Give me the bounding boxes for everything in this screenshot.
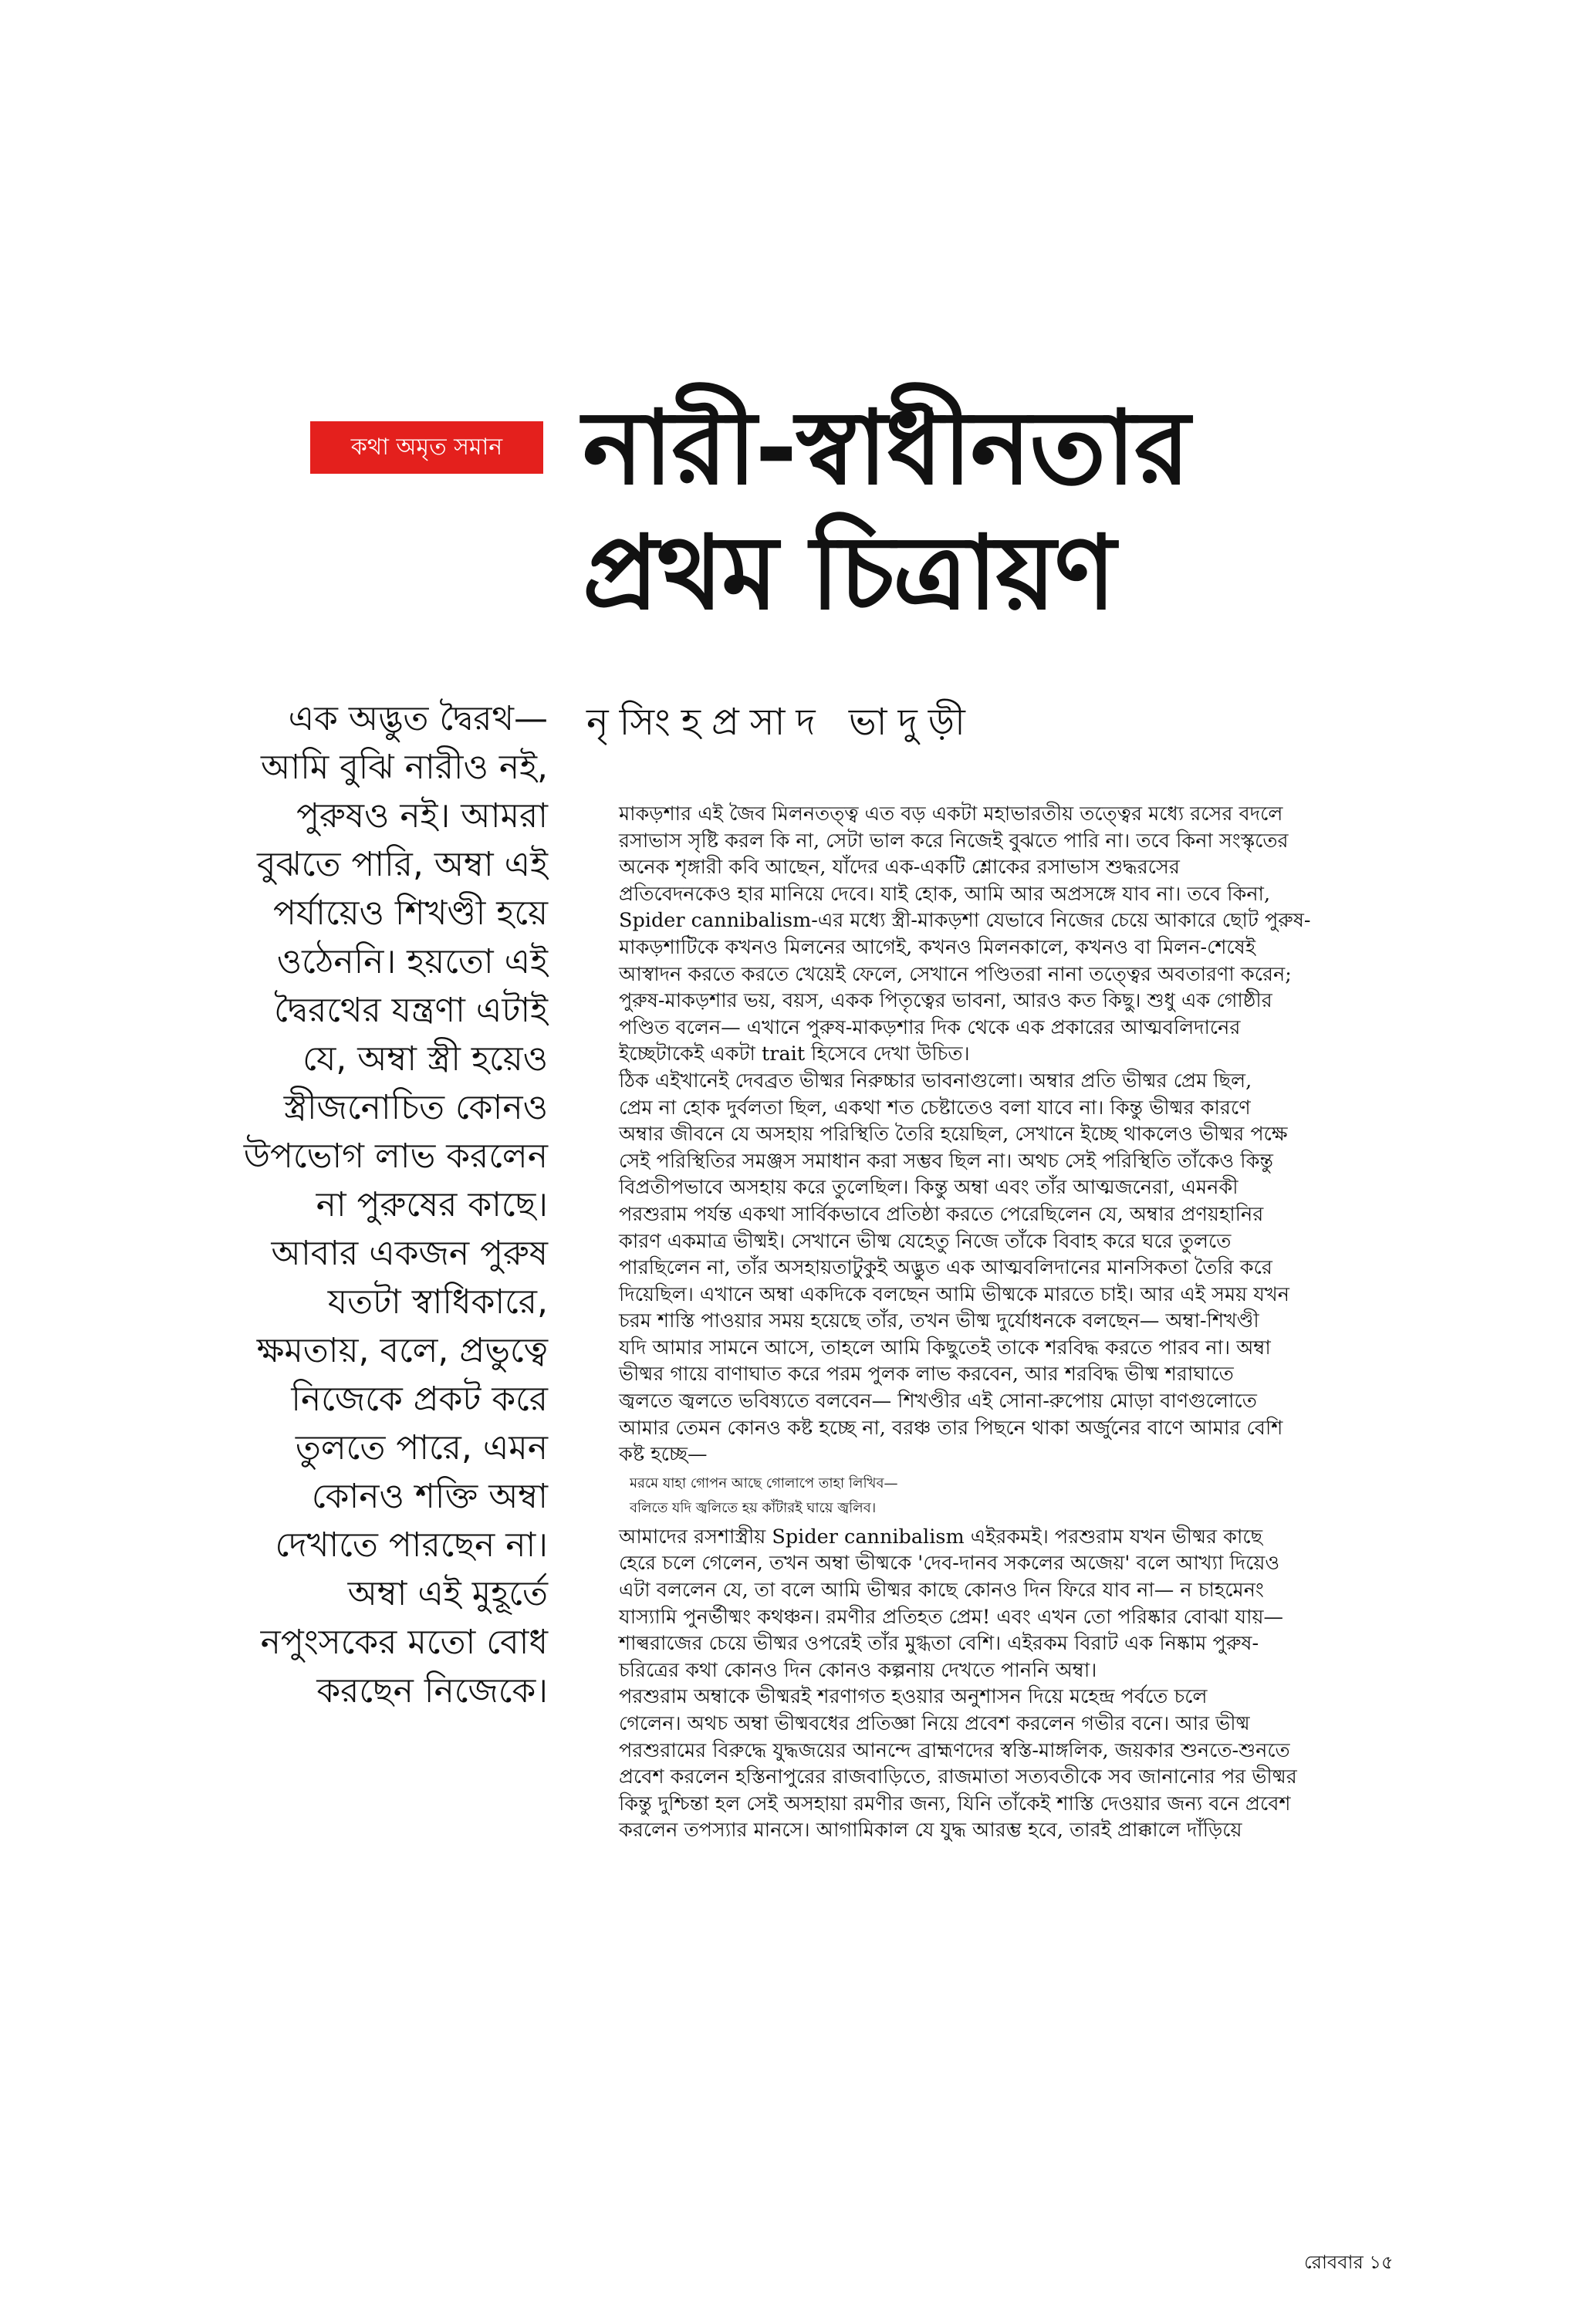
pull-quote-line: আবার একজন পুরুষ: [271, 1234, 548, 1273]
text-line: করলেন তপস্যার মানসে। আগামিকাল যে যুদ্ধ আরম্ভ হবে, তারই প্রাক্কালে দাঁড়িয়ে: [619, 1819, 1242, 1843]
text-line: পারছিলেন না, তাঁর অসহায়তাটুকুই অদ্ভুত এক আত্মবলিদানের মানসিকতা তৈরি করে: [619, 1256, 1272, 1280]
text-line: কারণ একমাত্র ভীষ্মই। সেখানে ভীষ্ম যেহেতু নিজে তাঁকে বিবাহ করে ঘরে তুলতে: [619, 1229, 1232, 1253]
pull-quote-line: বুঝতে পারি, অম্বা এই: [257, 845, 548, 884]
pull-quote-line: এক অদ্ভুত দ্বৈরথ—: [288, 699, 548, 738]
text-line: চরিত্রের কথা কোনও দিন কোনও কল্পনায় দেখতে পাননি অম্বা।: [619, 1658, 1097, 1682]
headline: [583, 386, 1470, 636]
pull-quote-line: আমি বুঝি নারীও নই,: [260, 748, 548, 787]
pull-quote-line: ওঠেননি। হয়তো এই: [276, 942, 548, 981]
poem-line: মরমে যাহা গোপন আছে গোলাপে তাহা লিখিব—: [630, 1474, 898, 1491]
pull-quote-line: যে, অম্বা স্ত্রী হয়েও: [302, 1039, 548, 1079]
pull-quote-line: দ্বৈরথের যন্ত্রণা এটাই: [274, 991, 548, 1030]
text-line: Spider cannibalism-এর মধ্যে স্ত্রী-মাকড়শা যেভাবে নিজের চেয়ে আকারে ছোট পুরুষ-: [619, 909, 1311, 933]
text-line: পরশুরাম পর্যন্ত একথা সার্বিকভাবে প্রতিষ্ঠা করতে পেরেছিলেন যে, অম্বার প্রণয়হানির: [619, 1202, 1264, 1226]
headline-line: প্রথম চিত্রায়ণ: [583, 514, 1115, 633]
text-line: পুরুষ-মাকড়শার ভয়, বয়স, একক পিতৃত্বের ভাবনা, আরও কত কিছু। শুধু এক গোষ্ঠীর: [619, 989, 1272, 1013]
text-line: ভীষ্মর গায়ে বাণাঘাত করে পরম পুলক লাভ করবেন, আর শরবিদ্ধ ভীষ্ম শরাঘাতে: [619, 1363, 1234, 1387]
text-line: পণ্ডিত বলেন— এখানে পুরুষ-মাকড়শার দিক থেকে এক প্রকারের আত্মবলিদানের: [619, 1015, 1241, 1039]
text-line: প্রবেশ করলেন হস্তিনাপুরের রাজবাড়িতে, রাজমাতা সত্যবতীকে সব জানানোর পর ভীষ্মর: [619, 1765, 1297, 1789]
paragraph: [596, 1684, 1466, 1844]
headline-line: নারী-স্বাধীনতার: [583, 389, 1189, 508]
text-line: অম্বার জীবনে যে অসহায় পরিস্থিতি তৈরি হয়েছিল, সেখানে ইচ্ছে থাকলেও ভীষ্মর পক্ষে: [619, 1123, 1288, 1147]
pull-quote-line: নিজেকে প্রকট করে: [291, 1380, 548, 1419]
pull-quote-line: কোনও শক্তি অম্বা: [311, 1477, 548, 1516]
author-byline: নৃসিংহপ্রসাদ ভাদুড়ী: [586, 701, 976, 744]
text-line: শাল্বরাজের চেয়ে ভীষ্মর ওপরেই তাঁর মুগ্ধতা বেশি। এইরকম বিরাট এক নিষ্কাম পুরুষ-: [619, 1632, 1259, 1656]
paragraph: [596, 1068, 1466, 1468]
page-footer: রোববার ১৫: [1304, 2251, 1394, 2273]
text-line: এটা বললেন যে, তা বলে আমি ভীষ্মর কাছে কোনও দিন ফিরে যাব না— ন চাহমেনং: [619, 1579, 1264, 1603]
pull-quote-line: যতটা স্বাধিকারে,: [327, 1282, 548, 1322]
text-line: দিয়েছিল। এখানে অম্বা একদিকে বলছেন আমি ভীষ্মকে মারতে চাই। আর এই সময় যখন: [619, 1282, 1289, 1306]
pull-quote-line: পুরুষও নই। আমরা: [296, 796, 548, 836]
poem-quote: [630, 1471, 1466, 1521]
text-line: সেই পরিস্থিতির সমঞ্জস সমাধান করা সম্ভব ছিল না। অথচ সেই পরিস্থিতি তাঁকেও কিন্তু: [619, 1149, 1274, 1173]
text-line: যদি আমার সামনে আসে, তাহলে আমি কিছুতেই তাকে শরবিদ্ধ করতে পারব না। অম্বা: [619, 1336, 1271, 1360]
paragraph-group: [596, 1524, 1466, 1844]
paragraph: [596, 801, 1466, 1068]
article-body: [596, 801, 1466, 1844]
text-line: কষ্ট হচ্ছে—: [619, 1443, 708, 1467]
text-line: পরশুরাম অম্বাকে ভীষ্মরই শরণাগত হওয়ার অনুশাসন দিয়ে মহেন্দ্র পর্বতে চলে: [619, 1685, 1208, 1709]
text-line: মাকড়শাটিকে কখনও মিলনের আগেই, কখনও মিলনকালে, কখনও বা মিলন-শেষেই: [619, 935, 1256, 959]
pull-quote-line: না পুরুষের কাছে।: [316, 1185, 548, 1224]
text-line: রসাভাস সৃষ্টি করল কি না, সেটা ভাল করে নিজেই বুঝতে পারি না। তবে কিনা সংস্কৃতের: [619, 829, 1289, 853]
text-line: চরম শাস্তি পাওয়ার সময় হয়েছে তাঁর, তখন ভীষ্ম দুর্যোধনকে বলছেন— অম্বা-শিখণ্ডী: [619, 1309, 1259, 1333]
paragraph-group: [596, 801, 1466, 1468]
text-line: হেরে চলে গেলেন, তখন অম্বা ভীষ্মকে 'দেব-দানব সকলের অজেয়' বলে আখ্যা দিয়েও: [619, 1552, 1280, 1576]
text-line: আমাদের রসশাস্ত্রীয় Spider cannibalism এইরকমই। পরশুরাম যখন ভীষ্মর কাছে: [619, 1525, 1263, 1549]
text-line: মাকড়শার এই জৈব মিলনতত্ত্ব এত বড় একটা মহাভারতীয় তত্ত্বের মধ্যে রসের বদলে: [619, 802, 1283, 826]
text-line: প্রেম না হোক দুর্বলতা ছিল, একথা শত চেষ্টাতেও বলা যাবে না। কিন্তু ভীষ্মর কারণে: [619, 1096, 1251, 1120]
section-tag: কথা অমৃত সমান: [310, 421, 543, 474]
poem-line: বলিতে যদি জ্বলিতে হয় কাঁটারই ঘায়ে জ্বলিব।: [630, 1499, 877, 1516]
text-line: বিপ্রতীপভাবে অসহায় করে তুলেছিল। কিন্তু অম্বা এবং তাঁর আত্মজনেরা, এমনকী: [619, 1176, 1238, 1200]
text-line: অনেক শৃঙ্গারী কবি আছেন, যাঁদের এক-একটি শ্লোকের রসাভাস শুদ্ধরসের: [619, 856, 1180, 880]
paragraph: [596, 1524, 1466, 1684]
pull-quote-line: তুলতে পারে, এমন: [295, 1428, 548, 1468]
text-line: গেলেন। অথচ অম্বা ভীষ্মবধের প্রতিজ্ঞা নিয়ে প্রবেশ করলেন গভীর বনে। আর ভীষ্ম: [619, 1712, 1250, 1735]
pull-quote-line: অম্বা এই মুহূর্তে: [347, 1574, 548, 1613]
text-line: প্রতিবেদনকেও হার মানিয়ে দেবে। যাই হোক, আমি আর অপ্রসঙ্গে যাব না। তবে কিনা,: [619, 882, 1271, 906]
text-line: আস্বাদন করতে করতে খেয়েই ফেলে, সেখানে পণ্ডিতরা নানা তত্ত্বের অবতারণা করেন;: [619, 962, 1292, 986]
text-line: ঠিক এইখানেই দেবব্রত ভীষ্মর নিরুচ্চার ভাবনাগুলো। অম্বার প্রতি ভীষ্মর প্রেম ছিল,: [619, 1069, 1252, 1093]
pull-quote-line: দেখাতে পারছেন না।: [275, 1525, 548, 1565]
pull-quote-line: পর্যায়েও শিখণ্ডী হয়ে: [272, 893, 548, 933]
text-line: যাস্যামি পুনর্ভীষ্মং কথঞ্চন। রমণীর প্রতিহত প্রেম! এবং এখন তো পরিষ্কার বোঝা যায়—: [619, 1605, 1283, 1629]
text-line: কিন্তু দুশ্চিন্তা হল সেই অসহায়া রমণীর জন্য, যিনি তাঁকেই শাস্তি দেওয়ার জন্য বনে প্রবেশ: [619, 1792, 1291, 1816]
text-line: পরশুরামের বিরুদ্ধে যুদ্ধজয়ের আনন্দে ব্রাহ্মণদের স্বস্তি-মাঙ্গলিক, জয়কার শুনতে-শুনতে: [619, 1738, 1290, 1762]
pull-quote-line: করছেন নিজেকে।: [316, 1671, 548, 1711]
pull-quote-line: ক্ষমতায়, বলে, প্রভুত্বে: [256, 1331, 548, 1370]
text-line: ইচ্ছেটাকেই একটা trait হিসেবে দেখা উচিত।: [619, 1042, 970, 1066]
pull-quote: [116, 694, 548, 1715]
text-line: জ্বলতে জ্বলতে ভবিষ্যতে বলবেন— শিখণ্ডীর এই সোনা-রুপোয় মোড়া বাণগুলোতে: [619, 1390, 1257, 1414]
pull-quote-line: নপুংসকের মতো বোধ: [260, 1623, 548, 1662]
text-line: আমার তেমন কোনও কষ্ট হচ্ছে না, বরঞ্চ তার পিছনে থাকা অর্জুনের বাণে আমার বেশি: [619, 1416, 1283, 1440]
pull-quote-line: স্ত্রীজনোচিত কোনও: [283, 1088, 548, 1127]
pull-quote-line: উপভোগ লাভ করলেন: [243, 1137, 548, 1176]
